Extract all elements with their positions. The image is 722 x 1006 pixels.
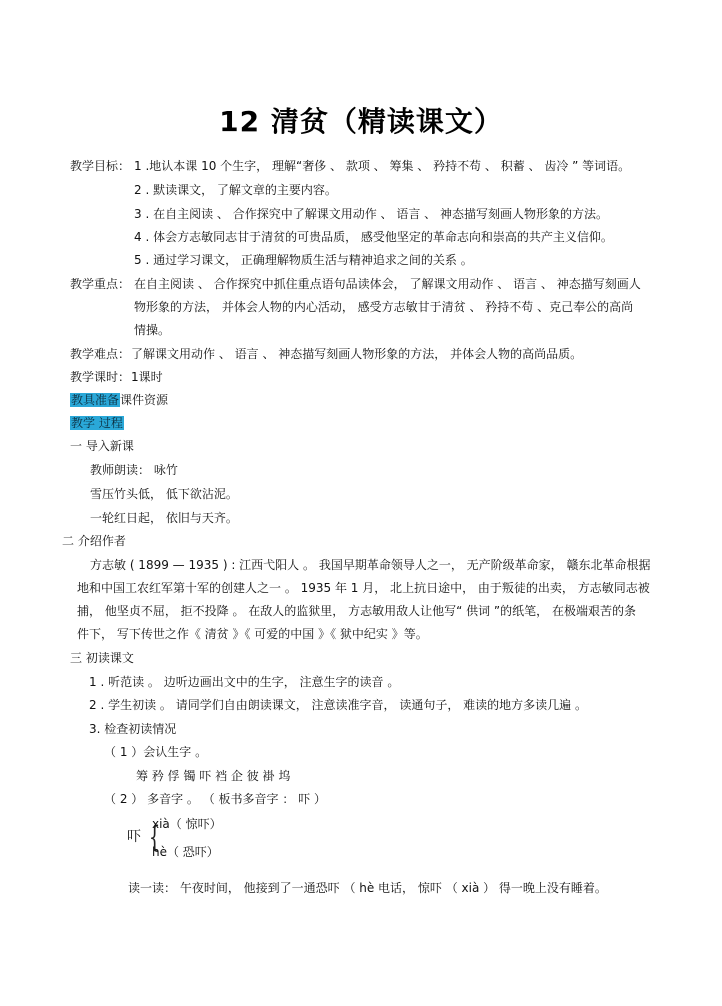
key-line-1: 在自主阅读 、 合作探究中抓住重点语句品读体会， 了解课文用动作 、 语言 、 神态描写刻画人 [134,277,641,291]
key-line-2: 物形象的方法， 并体会人物的内心活动， 感受方志敏甘于清贫 、 矜持不苟 、克己奉公的高尚 [134,300,634,314]
section-2-title: 二 介绍作者 [62,534,126,548]
prep-label: 教具准备 [71,393,120,407]
difficulty-text: 了解课文用动作 、 语言 、 神态描写刻画人物形象的方法， 并体会人物的高尚品质。 [131,347,583,361]
section-1-title: 一 导入新课 [70,439,134,453]
difficulty-label: 教学难点： [70,347,131,361]
prep-text: 课件资源 [120,393,169,407]
process-label: 教学 过程 [71,416,123,430]
hours-text: 1课时 [131,370,163,384]
goal-item-5: 5 . 通过学习课文， 正确理解物质生活与精神追求之间的关系 。 [134,253,473,267]
section-2-line-4: 件下， 写下传世之作《 清贫 》《 可爱的中国 》《 狱中纪实 》等。 [77,627,428,641]
new-characters: 筹 矜 俘 镯 吓 裆 企 彼 褂 坞 [136,769,291,783]
goal-item-4: 4 . 体会方志敏同志甘于清贫的可贵品质， 感受他坚定的革命志向和崇高的共产主义信仰。 [134,230,613,244]
section-3-title: 三 初读课文 [70,651,134,665]
prep-row [70,392,168,408]
goal-item-3: 3 . 在自主阅读 、 合作探究中了解课文用动作 、 语言 、 神态描写刻画人物形象的方法。 [134,207,608,221]
key-line-3: 情操。 [134,323,171,337]
hours-label: 教学课时： [70,370,131,384]
read-aloud-sentence: 读一读： 午夜时间， 他接到了一通恐吓 （ hè 电话， 惊吓 （ xià ） 得一晚上没有睡着。 [128,881,607,895]
document-title: 12 清贫（精读课文） [219,105,503,138]
section-3-line-3: 3. 检查初读情况 [89,722,177,736]
section-1-line-1: 教师朗读： 咏竹 [90,463,178,477]
section-1-line-2: 雪压竹头低， 低下欲沾泥。 [90,487,238,501]
key-label: 教学重点： [70,277,131,291]
brace-icon: { [148,820,161,855]
polyphone-char: 吓 [127,829,141,845]
goal-item-2: 2 . 默读课文， 了解文章的主要内容。 [134,183,337,197]
section-3-line-6: （ 2 ） 多音字 。 （ 板书多音字 ： 吓 ） [104,792,326,806]
section-3-line-1: 1 . 听范读 。 边听边画出文中的生字， 注意生字的读音 。 [89,675,400,689]
polyphone-reading-2: hè（ 恐吓） [152,845,219,859]
goal-item-1: 1 .地认本课 10 个生字， 理解“奢侈 、 款项 、 筹集 、 矜持不苟 、 积蓄 、 齿冷 ” 等词语。 [134,159,631,173]
section-2-line-3: 捕， 他坚贞不屈， 拒不投降 。 在敌人的监狱里， 方志敏用敌人让他写“ 供词 ”的纸笔， 在极端艰苦的条 [77,604,636,618]
section-3-line-4: （ 1 ）会认生字 。 [104,745,208,759]
goals-label: 教学目标： [70,159,131,173]
section-3-line-2: 2 . 学生初读 。 请同学们自由朗读课文， 注意读准字音， 读通句子， 难读的地方多读几遍 。 [89,698,587,712]
polyphone-reading-1: xià（ 惊吓） [152,817,222,831]
section-1-line-3: 一轮红日起， 依旧与天齐。 [90,511,238,525]
section-2-line-1: 方志敏 ( 1899 — 1935 ) : 江西弋阳人 。 我国早期革命领导人之一， 无产阶级革命家， 赣东北革命根据 [90,558,651,572]
process-row [70,415,124,431]
section-2-line-2: 地和中国工农红军第十军的创建人之一 。 1935 年 1 月， 北上抗日途中， 由于叛徒的出卖， 方志敏同志被 [77,581,650,595]
